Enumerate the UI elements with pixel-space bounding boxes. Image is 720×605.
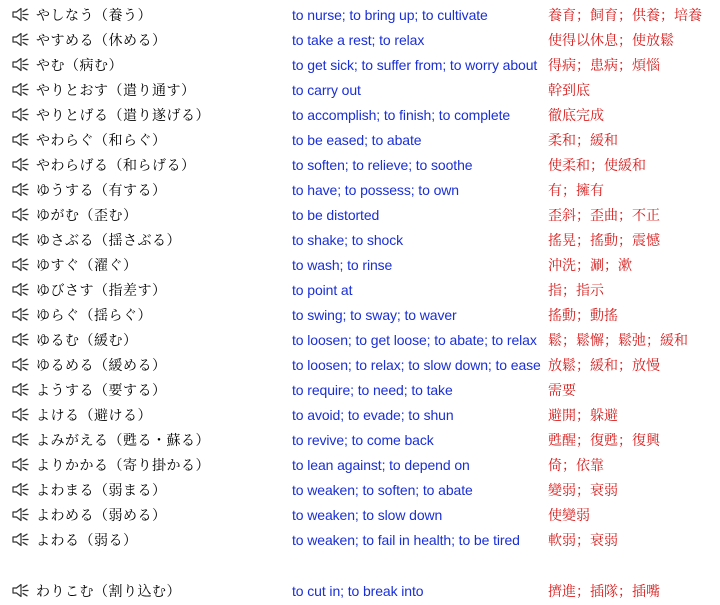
chinese-meaning: 軟弱；衰弱 (548, 532, 618, 549)
japanese-word: やわらぐ（和らぐ） (36, 132, 167, 149)
english-meaning: to shake; to shock (292, 231, 404, 248)
speaker-icon[interactable] (0, 382, 36, 397)
list-item (0, 52, 720, 77)
english-meaning: to weaken; to slow down (292, 506, 443, 523)
english-meaning: to carry out (292, 81, 361, 98)
speaker-icon[interactable] (0, 207, 36, 222)
japanese-word: ゆがむ（歪む） (36, 207, 138, 224)
list-item (0, 77, 720, 102)
speaker-icon[interactable] (0, 357, 36, 372)
english-meaning: to avoid; to evade; to shun (292, 406, 454, 423)
japanese-word: よわる（弱る） (36, 532, 138, 549)
chinese-meaning: 搖晃；搖動；震憾 (548, 232, 660, 249)
speaker-icon[interactable] (0, 182, 36, 197)
speaker-icon[interactable] (0, 7, 36, 22)
speaker-icon[interactable] (0, 232, 36, 247)
speaker-icon[interactable] (0, 82, 36, 97)
english-meaning: to have; to possess; to own (292, 181, 459, 198)
section-gap (0, 552, 720, 578)
vocabulary-list (0, 2, 720, 603)
english-meaning: to weaken; to fail in health; to be tired (292, 531, 520, 548)
english-meaning: to lean against; to depend on (292, 456, 470, 473)
chinese-meaning: 需要 (548, 382, 576, 399)
japanese-word: ゆすぐ（濯ぐ） (36, 257, 138, 274)
chinese-meaning: 擠進；插隊；插嘴 (548, 583, 660, 600)
list-item (0, 2, 720, 27)
japanese-word: ゆさぶる（揺さぶる） (36, 232, 181, 249)
list-item (0, 477, 720, 502)
list-item (0, 502, 720, 527)
english-meaning: to nurse; to bring up; to cultivate (292, 6, 488, 23)
speaker-icon[interactable] (0, 282, 36, 297)
list-item (0, 327, 720, 352)
chinese-meaning: 柔和；緩和 (548, 132, 618, 149)
japanese-word: ようする（要する） (36, 382, 167, 399)
speaker-icon[interactable] (0, 257, 36, 272)
chinese-meaning: 得病；患病；煩惱 (548, 57, 660, 74)
list-item (0, 277, 720, 302)
list-item (0, 27, 720, 52)
chinese-meaning: 有；擁有 (548, 182, 604, 199)
chinese-meaning: 使變弱 (548, 507, 590, 524)
speaker-icon[interactable] (0, 107, 36, 122)
japanese-word: よわまる（弱まる） (36, 482, 167, 499)
list-item (0, 302, 720, 327)
speaker-icon[interactable] (0, 307, 36, 322)
english-meaning: to take a rest; to relax (292, 31, 425, 48)
english-meaning: to loosen; to relax; to slow down; to ease (292, 356, 541, 373)
english-meaning: to accomplish; to finish; to complete (292, 106, 511, 123)
list-item (0, 578, 720, 603)
japanese-word: ゆらぐ（揺らぐ） (36, 307, 152, 324)
english-meaning: to be distorted (292, 206, 380, 223)
list-item (0, 102, 720, 127)
japanese-word: よみがえる（甦る・蘇る） (36, 432, 210, 449)
chinese-meaning: 鬆；鬆懈；鬆弛；緩和 (548, 332, 688, 349)
chinese-meaning: 徹底完成 (548, 107, 604, 124)
list-item (0, 227, 720, 252)
chinese-meaning: 使得以休息；使放鬆 (548, 32, 674, 49)
english-meaning: to require; to need; to take (292, 381, 453, 398)
japanese-word: やりとげる（遣り遂げる） (36, 107, 210, 124)
speaker-icon[interactable] (0, 32, 36, 47)
english-meaning: to soften; to relieve; to soothe (292, 156, 473, 173)
speaker-icon[interactable] (0, 532, 36, 547)
chinese-meaning: 放鬆；緩和；放慢 (548, 357, 660, 374)
chinese-meaning: 養育；飼育；供養；培養 (548, 7, 702, 24)
japanese-word: よりかかる（寄り掛かる） (36, 457, 210, 474)
japanese-word: やわらげる（和らげる） (36, 157, 196, 174)
english-meaning: to wash; to rinse (292, 256, 393, 273)
speaker-icon[interactable] (0, 507, 36, 522)
list-item (0, 252, 720, 277)
speaker-icon[interactable] (0, 332, 36, 347)
list-item (0, 527, 720, 552)
english-meaning: to swing; to sway; to waver (292, 306, 457, 323)
chinese-meaning: 變弱；衰弱 (548, 482, 618, 499)
english-meaning: to point at (292, 281, 353, 298)
speaker-icon[interactable] (0, 432, 36, 447)
english-meaning: to revive; to come back (292, 431, 434, 448)
japanese-word: やしなう（養う） (36, 7, 152, 24)
japanese-word: よわめる（弱める） (36, 507, 167, 524)
chinese-meaning: 歪斜；歪曲；不正 (548, 207, 660, 224)
chinese-meaning: 幹到底 (548, 82, 590, 99)
speaker-icon[interactable] (0, 407, 36, 422)
list-item (0, 352, 720, 377)
list-item (0, 452, 720, 477)
speaker-icon[interactable] (0, 583, 36, 598)
list-item (0, 377, 720, 402)
chinese-meaning: 指；指示 (548, 282, 604, 299)
japanese-word: やりとおす（遣り通す） (36, 82, 196, 99)
chinese-meaning: 倚；依靠 (548, 457, 604, 474)
english-meaning: to weaken; to soften; to abate (292, 481, 473, 498)
japanese-word: やむ（病む） (36, 57, 123, 74)
list-item (0, 427, 720, 452)
english-meaning: to be eased; to abate (292, 131, 422, 148)
japanese-word: ゆるむ（緩む） (36, 332, 138, 349)
japanese-word: わりこむ（割り込む） (36, 583, 181, 600)
list-item (0, 127, 720, 152)
japanese-word: よける（避ける） (36, 407, 152, 424)
speaker-icon[interactable] (0, 457, 36, 472)
speaker-icon[interactable] (0, 157, 36, 172)
chinese-meaning: 甦醒；復甦；復興 (548, 432, 660, 449)
list-item (0, 152, 720, 177)
japanese-word: やすめる（休める） (36, 32, 167, 49)
english-meaning: to get sick; to suffer from; to worry about (292, 56, 538, 73)
english-meaning: to loosen; to get loose; to abate; to relax (292, 331, 537, 348)
japanese-word: ゆるめる（緩める） (36, 357, 167, 374)
list-item (0, 177, 720, 202)
japanese-word: ゆうする（有する） (36, 182, 167, 199)
japanese-word: ゆびさす（指差す） (36, 282, 167, 299)
chinese-meaning: 使柔和；使緩和 (548, 157, 646, 174)
chinese-meaning: 沖洗；涮；漱 (548, 257, 632, 274)
list-item (0, 402, 720, 427)
speaker-icon[interactable] (0, 57, 36, 72)
chinese-meaning: 避開；躲避 (548, 407, 618, 424)
chinese-meaning: 搖動；動搖 (548, 307, 618, 324)
speaker-icon[interactable] (0, 482, 36, 497)
list-item (0, 202, 720, 227)
english-meaning: to cut in; to break into (292, 582, 424, 599)
speaker-icon[interactable] (0, 132, 36, 147)
